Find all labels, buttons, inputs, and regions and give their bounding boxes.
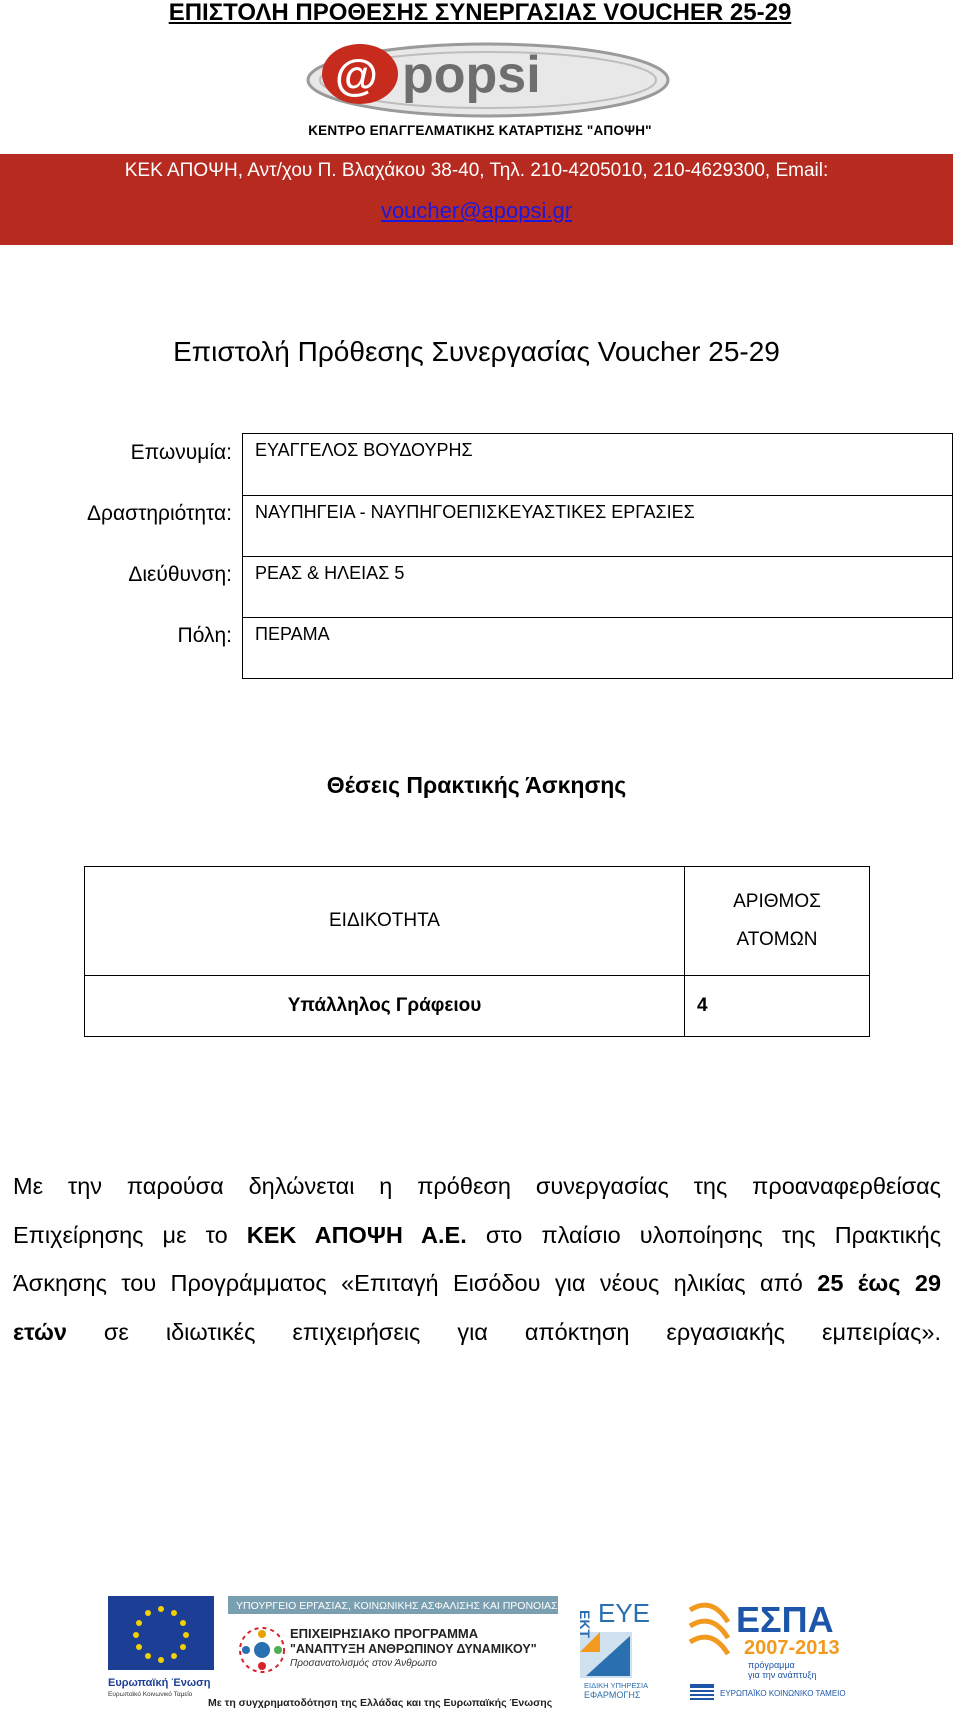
field-label-city: Πόλη: xyxy=(177,624,232,647)
company-activity-row xyxy=(243,495,952,556)
espa-sub-2: για την ανάπτυξη xyxy=(748,1670,817,1680)
espa-years: 2007-2013 xyxy=(744,1637,840,1659)
paragraph-line-1: Με την παρούσα δηλώνεται η πρόθεση συνεργασίας της προαναφερθείσας xyxy=(13,1173,941,1199)
eu-flag-icon xyxy=(108,1596,214,1670)
eye-label: ΕΥΕ xyxy=(598,1598,651,1628)
apopsi-logo xyxy=(290,40,670,122)
positions-table xyxy=(84,866,870,1037)
cofunding-label: Με τη συγχρηματοδότηση της Ελλάδας και της Ευρωπαϊκής Ένωσης xyxy=(208,1697,553,1709)
age-range: 25 έως 29 xyxy=(817,1270,942,1296)
espa-fund: ΕΥΡΩΠΑΪΚΟ ΚΟΙΝΩΝΙΚΟ ΤΑΜΕΙΟ xyxy=(720,1689,846,1698)
human-resources-icon xyxy=(240,1628,284,1672)
svg-text:popsi: popsi xyxy=(402,46,541,104)
espa-swoosh-icon xyxy=(690,1605,728,1654)
program-line-1: ΕΠΙΧΕΙΡΗΣΙΑΚΟ ΠΡΟΓΡΑΜΜΑ xyxy=(290,1626,479,1641)
paragraph-line-2: Επιχείρησης με το ΚΕΚ ΑΠΟΨΗ Α.Ε. στο πλαίσιο υλοποίησης της Πρακτικής xyxy=(13,1222,942,1248)
field-label-activity: Δραστηριότητα: xyxy=(87,502,232,525)
company-city-value: ΠΕΡΑΜΑ xyxy=(255,624,330,644)
positions-header-row xyxy=(85,867,870,976)
program-line-3: Προσανατολισμός στον Άνθρωπο xyxy=(290,1658,437,1669)
contact-line: ΚΕΚ ΑΠΟΨΗ, Αντ/χου Π. Βλαχάκου 38-40, Τηλ. 210-4205010, 210-4629300, Email: xyxy=(124,160,829,181)
email-link[interactable]: voucher@apopsi.gr xyxy=(380,198,573,223)
eye-sublabel-2: ΕΦΑΡΜΟΓΗΣ xyxy=(584,1690,641,1700)
email-line xyxy=(0,198,953,224)
company-address-value: ΡΕΑΣ & ΗΛΕΙΑΣ 5 xyxy=(255,563,405,583)
letter-title: Επιστολή Πρόθεσης Συνεργασίας Voucher 25-29 xyxy=(173,336,780,367)
kek-name: ΚΕΚ ΑΠΟΨΗ Α.Ε. xyxy=(246,1222,467,1248)
eye-sublabel-1: ΕΙΔΙΚΗ ΥΠΗΡΕΣΙΑ xyxy=(584,1681,649,1690)
greek-flag-icon xyxy=(690,1684,714,1700)
company-activity-value: ΝΑΥΠΗΓΕΙΑ - ΝΑΥΠΗΓΟΕΠΙΣΚΕΥΑΣΤΙΚΕΣ ΕΡΓΑΣΙΕΣ xyxy=(255,502,695,522)
count-header-line1: ΑΡΙΘΜΟΣ xyxy=(733,891,821,912)
specialty-header: ΕΙΔΙΚΟΤΗΤΑ xyxy=(85,867,685,976)
document-heading: ΕΠΙΣΤΟΛΗ ΠΡΟΘΕΣΗΣ ΣΥΝΕΡΓΑΣΙΑΣ VOUCHER 25-29 xyxy=(168,0,792,26)
company-name-row xyxy=(243,434,952,495)
ekt-label: ΕΚΤ xyxy=(577,1610,593,1638)
field-label-name: Επωνυμία: xyxy=(130,441,232,464)
eu-sublabel: Ευρωπαϊκό Κοινωνικό Ταμείο xyxy=(108,1691,193,1698)
espa-sub-1: πρόγραμμα xyxy=(748,1660,795,1670)
footer-logos xyxy=(100,1592,860,1712)
field-label-address: Διεύθυνση: xyxy=(128,563,232,586)
company-address-row xyxy=(243,556,952,617)
ministry-label: ΥΠΟΥΡΓΕΙΟ ΕΡΓΑΣΙΑΣ, ΚΟΙΝΩΝΙΚΗΣ ΑΣΦΑΛΙΣΗΣ ΚΑΙ ΠΡΟΝΟΙΑΣ xyxy=(236,1600,558,1612)
espa-label: ΕΣΠΑ xyxy=(736,1599,834,1640)
company-name-value: ΕΥΑΓΓΕΛΟΣ ΒΟΥΔΟΥΡΗΣ xyxy=(255,440,473,460)
table-row xyxy=(85,976,870,1037)
eye-logo-icon xyxy=(580,1632,632,1678)
program-line-2: "ΑΝΑΠΤΥΞΗ ΑΝΘΡΩΠΙΝΟΥ ΔΥΝΑΜΙΚΟΥ" xyxy=(290,1642,537,1656)
positions-title: Θέσεις Πρακτικής Άσκησης xyxy=(326,772,627,798)
paragraph-line-3: Άσκησης του Προγράμματος «Επιταγή Εισόδου για νέους ηλικίας από 25 έως 29 xyxy=(13,1270,942,1296)
paragraph-line-4: ετών σε ιδιωτικές επιχειρήσεις για απόκτηση εργασιακής εμπειρίας». xyxy=(13,1319,942,1345)
count-header-line2: ΑΤΟΜΩΝ xyxy=(736,929,818,950)
specialty-cell: Υπάλληλος Γράφειου xyxy=(85,976,685,1037)
count-cell: 4 xyxy=(685,976,870,1037)
eu-label: Ευρωπαϊκή Ένωση xyxy=(108,1677,211,1689)
svg-text:@: @ xyxy=(335,51,378,100)
company-info-box xyxy=(242,433,953,679)
company-city-row xyxy=(243,617,952,678)
count-header xyxy=(685,867,870,976)
logo-tagline: ΚΕΝΤΡΟ ΕΠΑΓΓΕΛΜΑΤΙΚΗΣ ΚΑΤΑΡΤΙΣΗΣ "ΑΠΟΨΗ" xyxy=(308,123,652,138)
